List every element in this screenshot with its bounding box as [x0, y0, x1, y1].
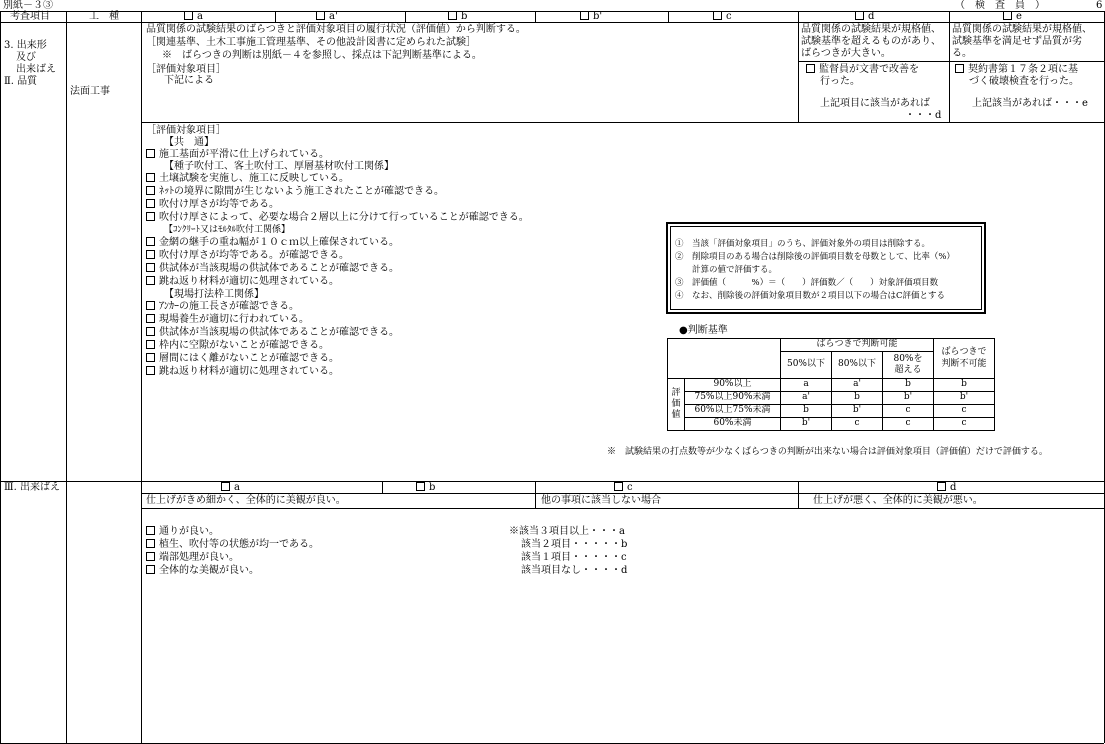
- rule: [535, 481, 536, 508]
- checkbox[interactable]: [146, 526, 155, 535]
- list-item: 全体的な美観が良い。: [146, 565, 259, 578]
- criteria-title: ●判断基準: [679, 325, 728, 336]
- checkbox[interactable]: [806, 64, 815, 73]
- list-item: ｱﾝｶｰの施工長さが確認できる。: [146, 301, 299, 314]
- grade-e-header: e: [1003, 11, 1022, 24]
- finish-grade-a: a: [221, 482, 240, 495]
- checkbox[interactable]: [146, 301, 155, 310]
- criteria-cell: b: [832, 392, 883, 405]
- list-item: 植生、吹付等の状態が均一である。: [146, 539, 319, 552]
- list-item: 跳ね返り材料が適切に処理されている。: [146, 366, 339, 379]
- list-item: 供試体が当該現場の供試体であることが確認できる。: [146, 263, 399, 276]
- checkbox[interactable]: [416, 482, 425, 491]
- rule: [535, 11, 536, 22]
- rule: [141, 11, 142, 743]
- item-title-line: 3. 出来形: [4, 40, 47, 51]
- form-id: 別紙－３③: [3, 0, 53, 11]
- scoring-line: ※該当３項目以上・・・a: [509, 526, 625, 537]
- footnote: ※ 試験結果の打点数等が少なくばらつきの判断が出来ない場合は評価対象項目（評価値）だけで評価する。: [607, 447, 1048, 457]
- checkbox[interactable]: [146, 173, 155, 182]
- note-line: ① 当該「評価対象項目」のうち、評価対象外の項目は削除する。: [675, 239, 931, 249]
- grade-b2-header: b': [580, 11, 602, 24]
- work-type: 法面工事: [70, 86, 110, 97]
- item-title-line: Ⅱ. 品質: [4, 76, 38, 87]
- checkbox[interactable]: [448, 11, 457, 20]
- list-item: 層間にはく離がないことが確認できる。: [146, 353, 339, 366]
- checkbox[interactable]: [146, 149, 155, 158]
- checkbox[interactable]: [1003, 11, 1012, 20]
- section-head: 【種子吹付工、客土吹付工、厚層基材吹付工関係】: [164, 161, 394, 172]
- scoring-line: 該当項目なし・・・・d: [521, 565, 628, 576]
- finish-d-text: 仕上げが悪く、全体的に美観が悪い。: [813, 495, 983, 506]
- d-check-line2: 行った。: [820, 76, 860, 87]
- e-check-line2: づく破壊検査を行った。: [969, 76, 1079, 87]
- checkbox[interactable]: [146, 186, 155, 195]
- e-text: 品質関係の試験結果が規格値、: [952, 24, 1092, 35]
- eval-label: ［評価対象項目］: [146, 64, 226, 75]
- criteria-cell: b': [934, 392, 995, 405]
- criteria-not-judgeable: ばらつきで 判断不可能: [934, 339, 995, 379]
- quality-text: ［関連基準、土木工事施工管理基準、その他設計図書に定められた試験］: [146, 37, 476, 48]
- scoring-line: 該当１項目・・・・・c: [521, 552, 627, 563]
- notes-box: [666, 222, 986, 314]
- list-item: ﾈｯﾄの境界に隙間が生じないよう施工されたことが確認できる。: [146, 186, 444, 199]
- criteria-cell: b': [781, 418, 832, 431]
- checkbox[interactable]: [146, 263, 155, 272]
- list-item: 吹付け厚さが均等である。が確認できる。: [146, 250, 349, 263]
- grade-c-header: c: [713, 11, 732, 24]
- checkbox[interactable]: [855, 11, 864, 20]
- checkbox[interactable]: [955, 64, 964, 73]
- checkbox[interactable]: [146, 212, 155, 221]
- criteria-cell: a': [781, 392, 832, 405]
- rule: [949, 11, 950, 122]
- criteria-col: 50%以下: [781, 352, 832, 379]
- list-item: 金網の継手の重ね幅が１０ｃｍ以上確保されている。: [146, 237, 399, 250]
- eval-sub: 下記による: [164, 75, 214, 86]
- list-item: 吹付け厚さによって、必要な場合２層以上に分けて行っていることが確認できる。: [146, 212, 529, 225]
- criteria-cell: b': [832, 405, 883, 418]
- list-item: 施工基面が平滑に仕上げられている。: [146, 149, 329, 162]
- criteria-cell: c: [883, 418, 934, 431]
- checkbox[interactable]: [146, 314, 155, 323]
- list-item: 土壌試験を実施し、施工に反映している。: [146, 173, 349, 186]
- criteria-row-head: 評 価 値: [668, 379, 685, 431]
- list-item: 供試体が当該現場の供試体であることが確認できる。: [146, 327, 399, 340]
- checkbox[interactable]: [184, 11, 193, 20]
- criteria-cell: b: [934, 379, 995, 392]
- criteria-cell: b': [883, 392, 934, 405]
- checkbox[interactable]: [146, 552, 155, 561]
- checkbox[interactable]: [713, 11, 722, 20]
- finish-title: Ⅲ. 出来ばえ: [4, 482, 61, 493]
- list-item: 跳ね返り材料が適切に処理されている。: [146, 276, 339, 289]
- d-check: 監督員が文書で改善を: [806, 64, 919, 77]
- item-title-line: 及び: [16, 52, 36, 63]
- checkbox[interactable]: [316, 11, 325, 20]
- rule: [141, 508, 1104, 509]
- note-line: ④ なお、削除後の評価対象項目数が２項目以下の場合はC評価とする: [675, 291, 946, 301]
- col-item-header: 考査項目: [10, 11, 50, 22]
- rule: [275, 11, 276, 22]
- criteria-cell: a': [832, 379, 883, 392]
- rule: [0, 22, 1104, 23]
- e-text: る。: [952, 48, 972, 59]
- quality-text: ※ ばらつきの判断は別紙－４を参照し、採点は下記判断基準による。: [162, 50, 482, 61]
- criteria-table: [667, 338, 995, 431]
- e-check: 契約書第１７条２項に基: [955, 64, 1078, 77]
- finish-grade-b: b: [416, 482, 435, 495]
- list-item: 端部処理が良い。: [146, 552, 239, 565]
- grade-a-header: a: [184, 11, 203, 24]
- criteria-row-label: 75%以上90%未満: [685, 392, 781, 405]
- section-head: 【ｺﾝｸﾘｰﾄ又はﾓﾙﾀﾙ吹付工関係】: [164, 225, 291, 235]
- rule: [382, 481, 383, 493]
- rule: [798, 481, 799, 508]
- rule: [668, 11, 669, 22]
- item-title-line: 出来ばえ: [16, 64, 56, 75]
- rule: [0, 11, 1104, 12]
- page-number: 6: [1096, 0, 1103, 11]
- criteria-cell: c: [934, 405, 995, 418]
- e-text: 試験基準を満足せず品質が劣: [952, 36, 1082, 47]
- note-line: ③ 評価値（ %）＝（ ）評価数／（ ）対象評価項目数: [675, 278, 939, 288]
- d-text: 試験基準を超えるものがあり、: [801, 36, 941, 47]
- rule: [798, 11, 799, 122]
- d-note: 上記項目に該当があれば: [820, 98, 930, 109]
- finish-grade-d: d: [937, 482, 956, 495]
- checkbox[interactable]: [146, 340, 155, 349]
- inspector-label: （ 検 査 員 ）: [955, 0, 1045, 11]
- criteria-cell: c: [934, 418, 995, 431]
- quality-text: 品質関係の試験結果のばらつきと評価対象項目の履行状況（評価値）から判断する。: [146, 24, 526, 35]
- notes-box-inner: [670, 226, 982, 310]
- rule: [405, 11, 406, 22]
- checkbox[interactable]: [146, 250, 155, 259]
- criteria-cell: c: [883, 405, 934, 418]
- e-note: 上記該当があれば・・・e: [972, 98, 1088, 109]
- criteria-cell: b: [883, 379, 934, 392]
- criteria-row-label: 60%以上75%未満: [685, 405, 781, 418]
- criteria-corner: [668, 339, 781, 379]
- finish-grade-c: c: [614, 482, 633, 495]
- eval-items-title: ［評価対象項目］: [146, 125, 226, 136]
- checkbox[interactable]: [221, 482, 230, 491]
- note-line: 計算の値で評価する。: [675, 265, 778, 275]
- list-item: 通りが良い。: [146, 526, 219, 539]
- criteria-cell: a: [781, 379, 832, 392]
- checkbox[interactable]: [146, 539, 155, 548]
- checkbox[interactable]: [146, 366, 155, 375]
- checkbox[interactable]: [937, 482, 946, 491]
- checkbox[interactable]: [146, 565, 155, 574]
- section-head: 【共 通】: [164, 137, 214, 148]
- finish-c-text: 他の事項に該当しない場合: [541, 495, 661, 506]
- criteria-col: 80%を 超える: [883, 352, 934, 379]
- grade-a2-header: a': [316, 11, 338, 24]
- d-text: 品質関係の試験結果が規格値、: [801, 24, 941, 35]
- checkbox[interactable]: [146, 199, 155, 208]
- rule: [66, 11, 67, 743]
- rule: [141, 122, 1104, 123]
- criteria-cell: c: [832, 418, 883, 431]
- checkbox[interactable]: [580, 11, 589, 20]
- grade-b-header: b: [448, 11, 467, 24]
- checkbox[interactable]: [614, 482, 623, 491]
- list-item: 吹付け厚さが均等である。: [146, 199, 279, 212]
- section-head: 【現場打法枠工関係】: [164, 289, 264, 300]
- criteria-row-label: 60%未満: [685, 418, 781, 431]
- checkbox[interactable]: [146, 276, 155, 285]
- d-text: ばらつきが大きい。: [801, 48, 891, 59]
- rule: [0, 11, 1, 743]
- criteria-col: 80%以下: [832, 352, 883, 379]
- list-item: 枠内に空隙がないことが確認できる。: [146, 340, 329, 353]
- criteria-judgeable: ばらつきで判断可能: [781, 339, 934, 352]
- finish-a-text: 仕上げがきめ細かく、全体的に美観が良い。: [146, 495, 346, 506]
- col-type-header: 工 種: [89, 11, 119, 22]
- checkbox[interactable]: [146, 327, 155, 336]
- checkbox[interactable]: [146, 237, 155, 246]
- grade-d-header: d: [855, 11, 874, 24]
- scoring-line: 該当２項目・・・・・b: [521, 539, 628, 550]
- rule: [798, 61, 1104, 62]
- criteria-cell: b: [781, 405, 832, 418]
- d-note: ・・・d: [905, 110, 942, 121]
- list-item: 現場養生が適切に行われている。: [146, 314, 309, 327]
- checkbox[interactable]: [146, 353, 155, 362]
- note-line: ② 削除項目のある場合は削除後の評価項目数を母数として、比率（%）: [675, 252, 955, 262]
- criteria-row-label: 90%以上: [685, 379, 781, 392]
